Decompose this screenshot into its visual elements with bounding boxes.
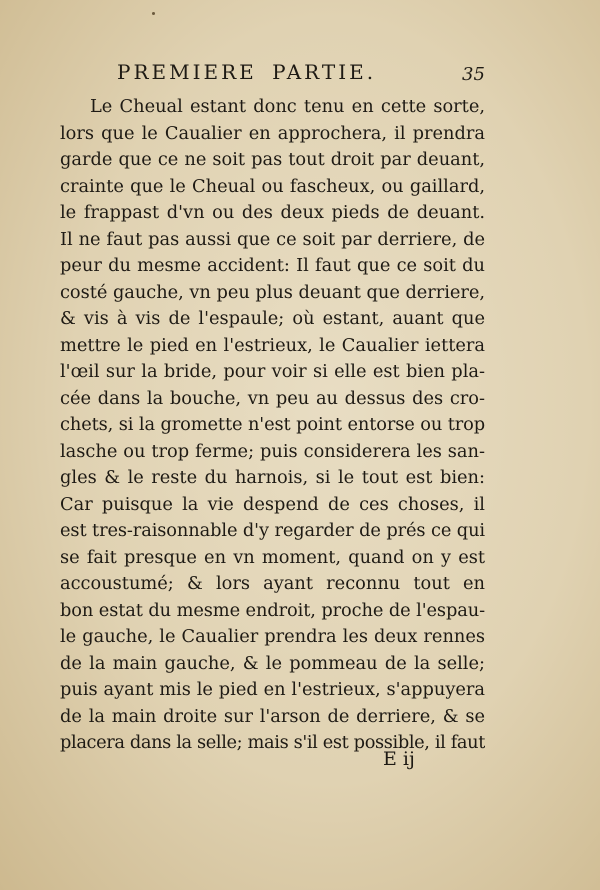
page-header <box>0 60 600 88</box>
text-line: cée dans la bouche, vn peu au dessus des cro- <box>60 387 485 409</box>
page-number: 35 <box>462 64 485 85</box>
text-line: mettre le pied en l'estrieux, le Caualier iettera <box>60 334 485 356</box>
ink-speck <box>152 12 155 15</box>
text-line: costé gauche, vn peu plus deuant que derriere, <box>60 281 485 303</box>
text-line: se fait presque en vn moment, quand on y est <box>60 546 485 568</box>
text-line: gles & le reste du harnois, si le tout est bien: <box>60 467 485 488</box>
text-line: chets, si la gromette n'est point entorse ou trop <box>60 414 485 435</box>
running-head: PREMIERE PARTIE. <box>117 60 377 84</box>
text-line: est tres-raisonnable d'y regarder de prés ce qui <box>60 520 485 541</box>
text-line: puis ayant mis le pied en l'estrieux, s'appuyera <box>60 679 485 700</box>
signature-mark: E ij <box>383 748 415 770</box>
text-line: peur du mesme accident: Il faut que ce soit du <box>60 255 485 276</box>
text-line: crainte que le Cheual ou fascheux, ou gaillard, <box>60 175 485 197</box>
body-text <box>60 94 485 757</box>
text-line: & vis à vis de l'espaule; où estant, auant que <box>60 308 485 329</box>
text-line: de la main droite sur l'arson de derriere, & se <box>60 705 485 727</box>
text-line: l'œil sur la bride, pour voir si elle est bien pla- <box>60 361 485 382</box>
text-line: lors que le Caualier en approchera, il prendra <box>60 122 485 144</box>
text-line: lasche ou trop ferme; puis considerera les san- <box>60 440 485 462</box>
text-line: placera dans la selle; mais s'il est possible, il faut <box>60 732 485 753</box>
text-line: de la main gauche, & le pommeau de la selle; <box>60 652 485 674</box>
text-line: le frappast d'vn ou des deux pieds de deuant. <box>60 202 485 223</box>
text-line: Car puisque la vie despend de ces choses, il <box>60 493 485 515</box>
text-line: Il ne faut pas aussi que ce soit par derriere, de <box>60 228 485 250</box>
text-line: Le Cheual estant donc tenu en cette sorte, <box>90 96 485 117</box>
text-line: bon estat du mesme endroit, proche de l'espau- <box>60 599 485 621</box>
text-line: accoustumé; & lors ayant reconnu tout en <box>60 573 485 594</box>
text-line: garde que ce ne soit pas tout droit par deuant, <box>60 149 485 170</box>
text-line: le gauche, le Caualier prendra les deux rennes <box>60 626 485 647</box>
